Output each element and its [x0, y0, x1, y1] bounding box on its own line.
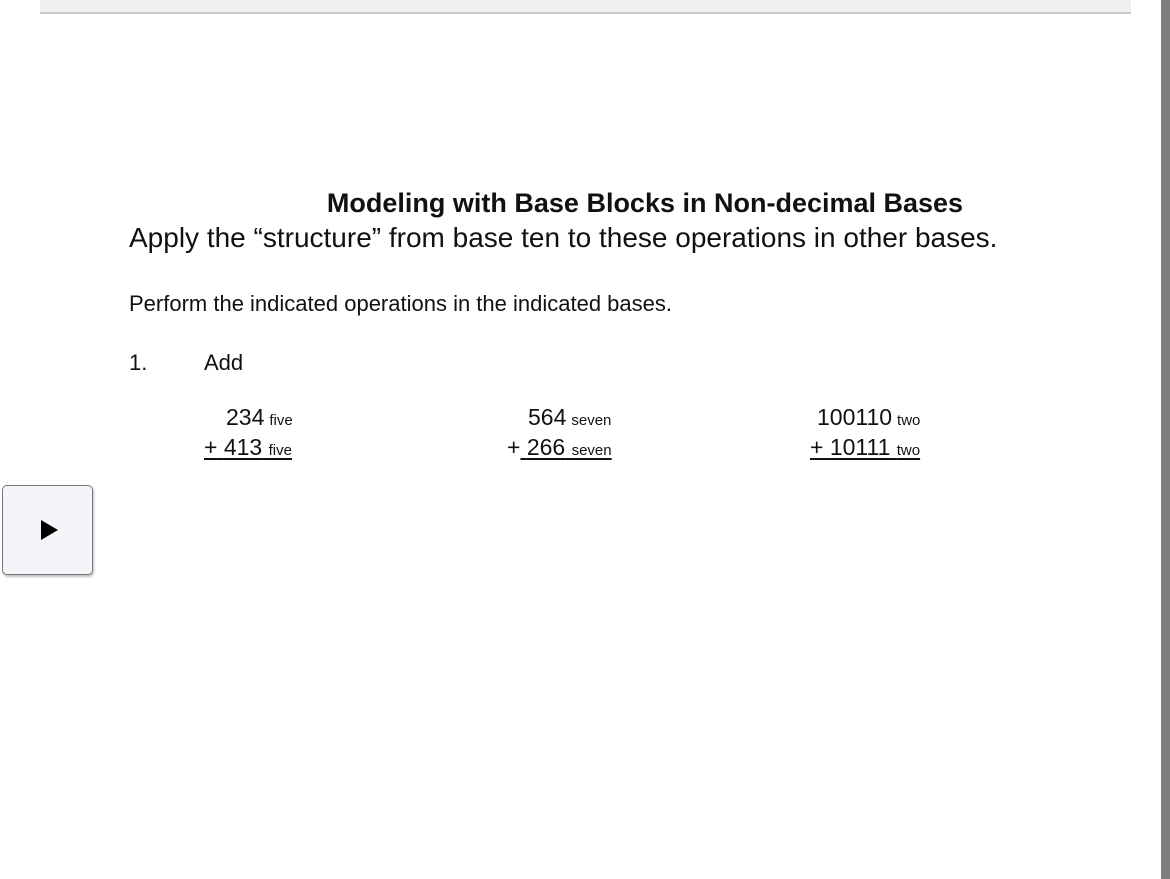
addition-problem-3 [810, 404, 920, 464]
addend-top-value: 564 [528, 404, 567, 430]
plus-operator: + [810, 434, 824, 460]
document-title: Modeling with Base Blocks in Non-decimal Bases [326, 188, 964, 218]
addend-top-base: five [269, 412, 293, 429]
addend-bottom [810, 434, 920, 464]
addend-top-value: 100110 [817, 404, 893, 430]
plus-operator: + [204, 434, 218, 460]
addend-top [507, 404, 612, 434]
addend-bottom-base: seven [571, 442, 612, 459]
scrollbar-track[interactable] [1161, 0, 1170, 879]
addend-top-value: 234 [226, 404, 265, 430]
item-number: 1. [129, 350, 148, 375]
addend-bottom-base: five [268, 442, 292, 459]
addend-top-base: two [897, 412, 921, 429]
addend-top-base: seven [571, 412, 612, 429]
addend-bottom-value: 413 [223, 434, 263, 460]
addend-bottom-value: 266 [526, 434, 566, 460]
top-toolbar-strip [40, 0, 1131, 14]
document-subtitle: Apply the “structure” from base ten to these operations in other bases. [129, 222, 998, 253]
item-label: Add [204, 350, 244, 375]
instruction-text: Perform the indicated operations in the indicated bases. [129, 291, 672, 316]
addend-bottom-base: two [896, 442, 921, 459]
addend-top [810, 404, 920, 434]
addition-problem-2 [507, 404, 612, 464]
play-triangle-icon [41, 520, 58, 540]
plus-operator: + [507, 434, 521, 460]
addition-problem-1 [204, 404, 293, 464]
addend-bottom [204, 434, 293, 464]
addend-top [204, 404, 293, 434]
addend-bottom-value: 10111 [829, 434, 891, 460]
play-button[interactable] [2, 485, 93, 575]
addend-bottom [507, 434, 612, 464]
